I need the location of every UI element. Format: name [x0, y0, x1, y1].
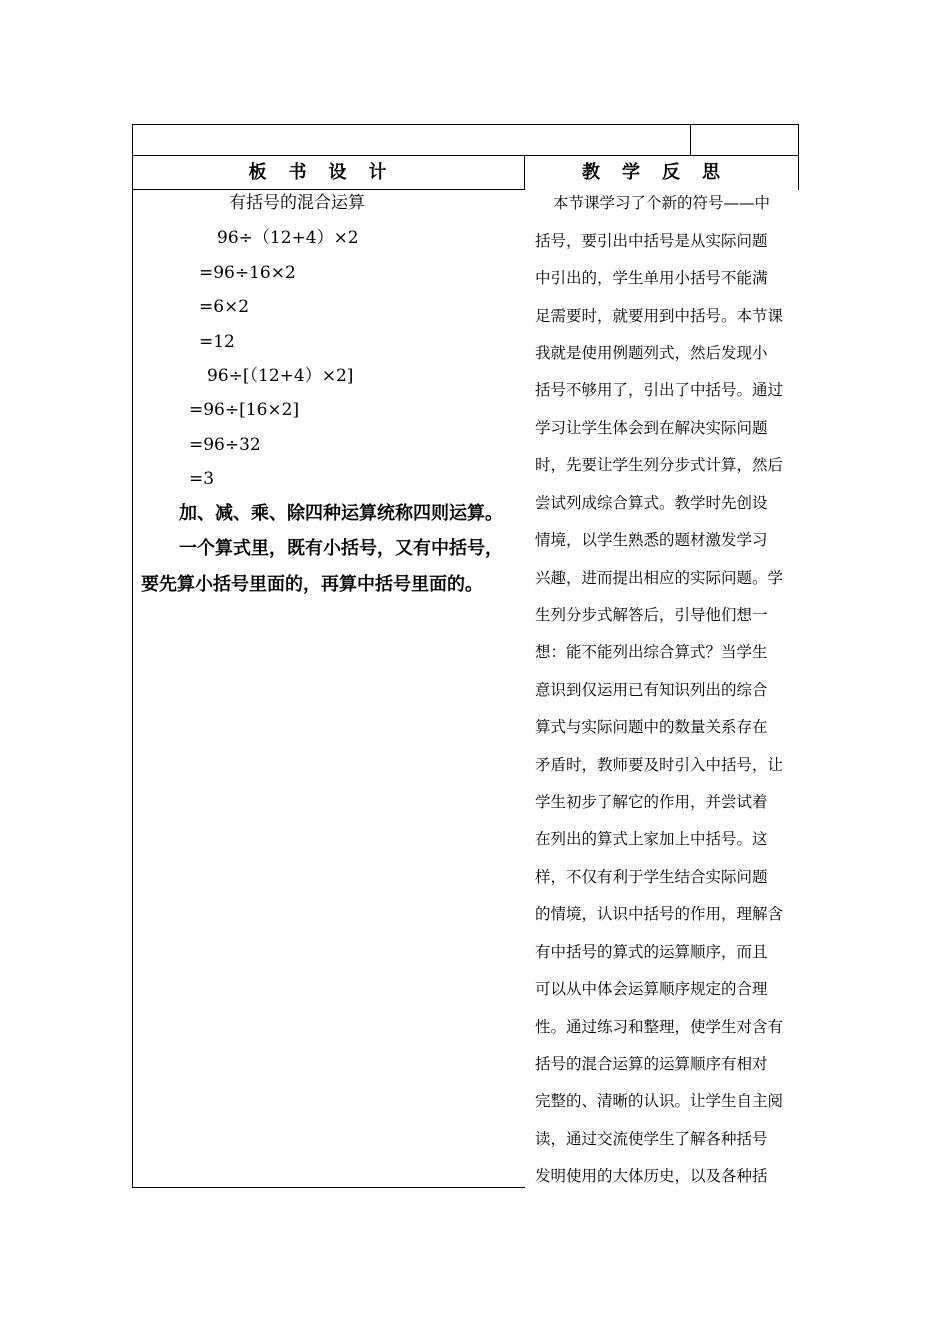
- reflection-line: 我就是使用例题列式，然后发现小: [535, 344, 768, 362]
- reflection-line: 算式与实际问题中的数量关系存在: [535, 718, 768, 736]
- reflection-line: 学习让学生体会到在解决实际问题: [535, 419, 768, 437]
- reflection-line: 的情境，认识中括号的作用，理解含: [535, 905, 784, 923]
- reflection-line: 括号，要引出中括号是从实际问题: [535, 232, 768, 250]
- board-equation-line: =96÷[16×2]: [189, 400, 300, 420]
- board-rule-line: 加、减、乘、除四种运算统称四则运算。: [179, 503, 503, 524]
- board-equation-line: 96÷（12+4）×2: [217, 228, 359, 248]
- table-top-border: [132, 124, 799, 125]
- reflection-line: 括号的混合运算的运算顺序有相对: [535, 1055, 768, 1073]
- board-equation-line: 96÷[（12+4）×2]: [207, 366, 354, 386]
- board-rule-line: 要先算小括号里面的，再算中括号里面的。: [141, 574, 483, 595]
- reflection-line: 学生初步了解它的作用，并尝试着: [535, 793, 768, 811]
- reflection-line: 情境，以学生熟悉的题材激发学习: [535, 531, 768, 549]
- reflection-line: 可以从中体会运算顺序规定的合理: [535, 980, 768, 998]
- board-rule-line: 一个算式里，既有小括号，又有中括号，: [179, 538, 503, 559]
- reflection-line: 有中括号的算式的运算顺序，而且: [535, 943, 768, 961]
- reflection-line: 想：能不能列出综合算式？当学生: [535, 643, 768, 661]
- reflection-line: 完整的、清晰的认识。让学生自主阅: [535, 1092, 784, 1110]
- board-equation-line: =3: [189, 469, 215, 489]
- reflection-line: 矛盾时，教师要及时引入中括号，让: [535, 756, 784, 774]
- reflection-line: 在列出的算式上家加上中括号。这: [535, 830, 768, 848]
- reflection-line: 读，通过交流使学生了解各种括号: [535, 1130, 768, 1148]
- board-design-header: 板书设计: [248, 162, 409, 183]
- board-equation-line: =12: [199, 332, 235, 352]
- reflection-line: 性。通过练习和整理，使学生对含有: [535, 1018, 784, 1036]
- board-title: 有括号的混合运算: [229, 193, 365, 213]
- board-equation-line: =96÷16×2: [199, 263, 296, 283]
- reflection-line: 括号不够用了，引出了中括号。通过: [535, 381, 784, 399]
- table-row-divider: [132, 155, 799, 156]
- reflection-line: 兴趣，进而提出相应的实际问题。学: [535, 569, 784, 587]
- reflection-line: 尝试列成综合算式。教学时先创设: [535, 494, 768, 512]
- table-left-border: [132, 124, 133, 1188]
- reflection-line: 生列分步式解答后，引导他们想一: [535, 606, 768, 624]
- table-bottom-border: [132, 1187, 525, 1188]
- reflection-line: 中引出的，学生单用小括号不能满: [535, 269, 768, 287]
- board-equation-line: =6×2: [199, 297, 250, 317]
- top-row-divider: [690, 124, 691, 156]
- reflection-line: 发明使用的大体历史，以及各种括: [535, 1167, 768, 1185]
- board-equation-line: =96÷32: [189, 435, 261, 455]
- header-bottom-border: [132, 189, 525, 190]
- reflection-line: 本节课学习了个新的符号——中: [553, 194, 771, 212]
- reflection-line: 时，先要让学生列分步式计算，然后: [535, 456, 784, 474]
- reflection-line: 意识到仅运用已有知识列出的综合: [535, 681, 768, 699]
- teaching-reflection-header: 教学反思: [582, 162, 742, 183]
- reflection-line: 足需要时，就要用到中括号。本节课: [535, 307, 784, 325]
- reflection-line: 样，不仅有利于学生结合实际问题: [535, 868, 768, 886]
